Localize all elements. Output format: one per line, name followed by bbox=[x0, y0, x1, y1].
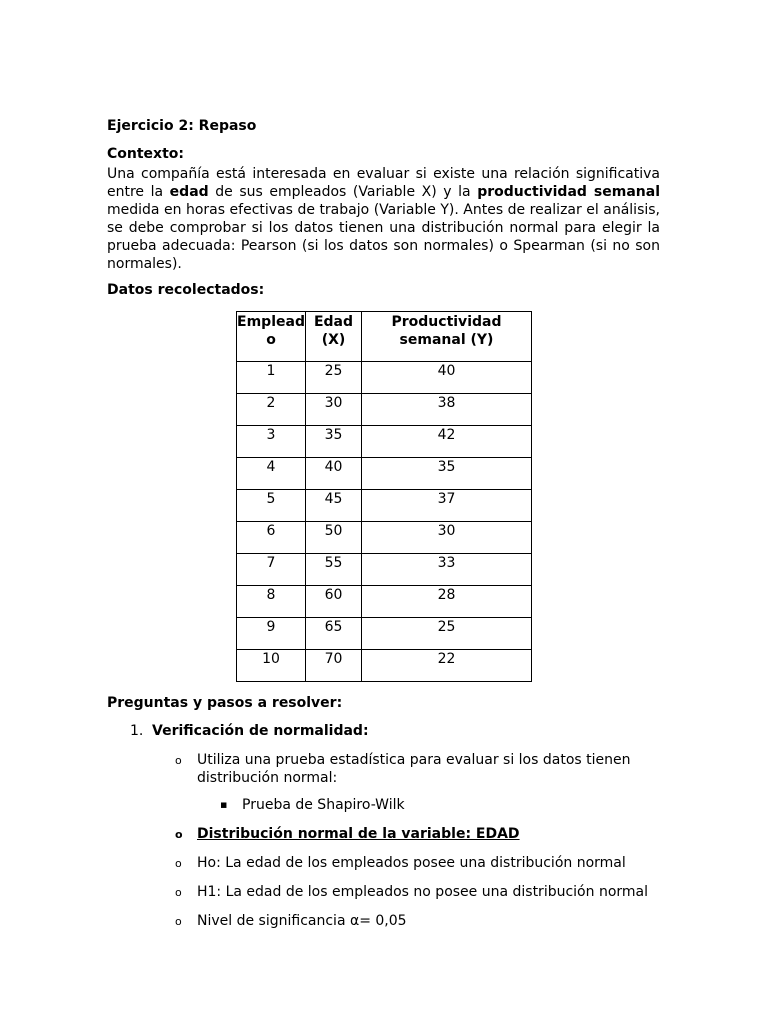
sub-bullet-shapiro: Prueba de Shapiro-Wilk bbox=[242, 797, 405, 813]
cell-edad: 55 bbox=[306, 554, 362, 586]
bullet-text-alpha: Nivel de significancia α= 0,05 bbox=[197, 913, 407, 929]
square-bullet-icon: ▪ bbox=[220, 798, 228, 811]
cell-empleado: 6 bbox=[237, 522, 306, 554]
cell-productividad: 25 bbox=[362, 618, 532, 650]
cell-productividad: 42 bbox=[362, 426, 532, 458]
cell-edad: 35 bbox=[306, 426, 362, 458]
cell-empleado: 10 bbox=[237, 650, 306, 682]
cell-empleado: 8 bbox=[237, 586, 306, 618]
questions-heading: Preguntas y pasos a resolver: bbox=[107, 695, 343, 711]
cell-edad: 40 bbox=[306, 458, 362, 490]
table-row bbox=[237, 650, 532, 682]
bullet-marker: o bbox=[175, 857, 182, 870]
cell-edad: 30 bbox=[306, 394, 362, 426]
table-row bbox=[237, 394, 532, 426]
cell-empleado: 3 bbox=[237, 426, 306, 458]
bullet-text-ho: Ho: La edad de los empleados posee una distribución normal bbox=[197, 855, 626, 871]
context-bold-productividad: productividad semanal bbox=[477, 184, 661, 200]
cell-productividad: 40 bbox=[362, 362, 532, 394]
data-table bbox=[236, 311, 532, 682]
cell-productividad: 35 bbox=[362, 458, 532, 490]
cell-edad: 50 bbox=[306, 522, 362, 554]
cell-empleado: 1 bbox=[237, 362, 306, 394]
context-heading: Contexto: bbox=[107, 146, 184, 162]
table-row bbox=[237, 490, 532, 522]
table-row bbox=[237, 362, 532, 394]
cell-productividad: 22 bbox=[362, 650, 532, 682]
table-row bbox=[237, 554, 532, 586]
table-row bbox=[237, 458, 532, 490]
cell-productividad: 38 bbox=[362, 394, 532, 426]
cell-edad: 60 bbox=[306, 586, 362, 618]
step-label: Verificación de normalidad: bbox=[152, 723, 369, 739]
bullet-marker: o bbox=[175, 754, 182, 767]
cell-empleado: 7 bbox=[237, 554, 306, 586]
context-paragraph bbox=[107, 165, 660, 273]
header-empleado: Emplead o bbox=[237, 312, 306, 362]
table-row bbox=[237, 586, 532, 618]
bullet-marker: o bbox=[175, 886, 182, 899]
table-row bbox=[237, 522, 532, 554]
cell-empleado: 4 bbox=[237, 458, 306, 490]
bullet-marker: o bbox=[175, 915, 182, 928]
context-bold-edad: edad bbox=[169, 184, 209, 200]
context-text-3: medida en horas efectivas de trabajo (Variable Y). Antes de realizar el análisis, se debe comprobar si los datos tienen una distribución normal para elegir la prueba adecuada: Pearson (si los datos son normales) o Spearman (si no son normales). bbox=[107, 202, 660, 272]
cell-productividad: 37 bbox=[362, 490, 532, 522]
exercise-title: Ejercicio 2: Repaso bbox=[107, 118, 257, 134]
bullet-text-test: Utiliza una prueba estadística para evaluar si los datos tienen distribución normal: bbox=[197, 752, 631, 786]
bullet-text-h1: H1: La edad de los empleados no posee una distribución normal bbox=[197, 884, 648, 900]
table-header-row bbox=[237, 312, 532, 362]
cell-edad: 65 bbox=[306, 618, 362, 650]
cell-empleado: 9 bbox=[237, 618, 306, 650]
cell-productividad: 30 bbox=[362, 522, 532, 554]
context-text-2: de sus empleados (Variable X) y la bbox=[208, 184, 478, 200]
bullet-marker: o bbox=[175, 828, 183, 841]
table-row bbox=[237, 426, 532, 458]
cell-empleado: 2 bbox=[237, 394, 306, 426]
cell-productividad: 28 bbox=[362, 586, 532, 618]
step-1 bbox=[130, 723, 369, 739]
step-number: 1. bbox=[130, 723, 144, 739]
cell-empleado: 5 bbox=[237, 490, 306, 522]
header-productividad: Productividad semanal (Y) bbox=[362, 312, 532, 362]
context-text-1: Una compañía está interesada en evaluar si existe una relación significativa entre la bbox=[107, 166, 660, 200]
data-heading: Datos recolectados: bbox=[107, 282, 265, 298]
cell-edad: 45 bbox=[306, 490, 362, 522]
table-row bbox=[237, 618, 532, 650]
bullet-text-distribution: Distribución normal de la variable: EDAD bbox=[197, 826, 520, 842]
cell-edad: 25 bbox=[306, 362, 362, 394]
cell-productividad: 33 bbox=[362, 554, 532, 586]
header-edad: Edad (X) bbox=[306, 312, 362, 362]
cell-edad: 70 bbox=[306, 650, 362, 682]
